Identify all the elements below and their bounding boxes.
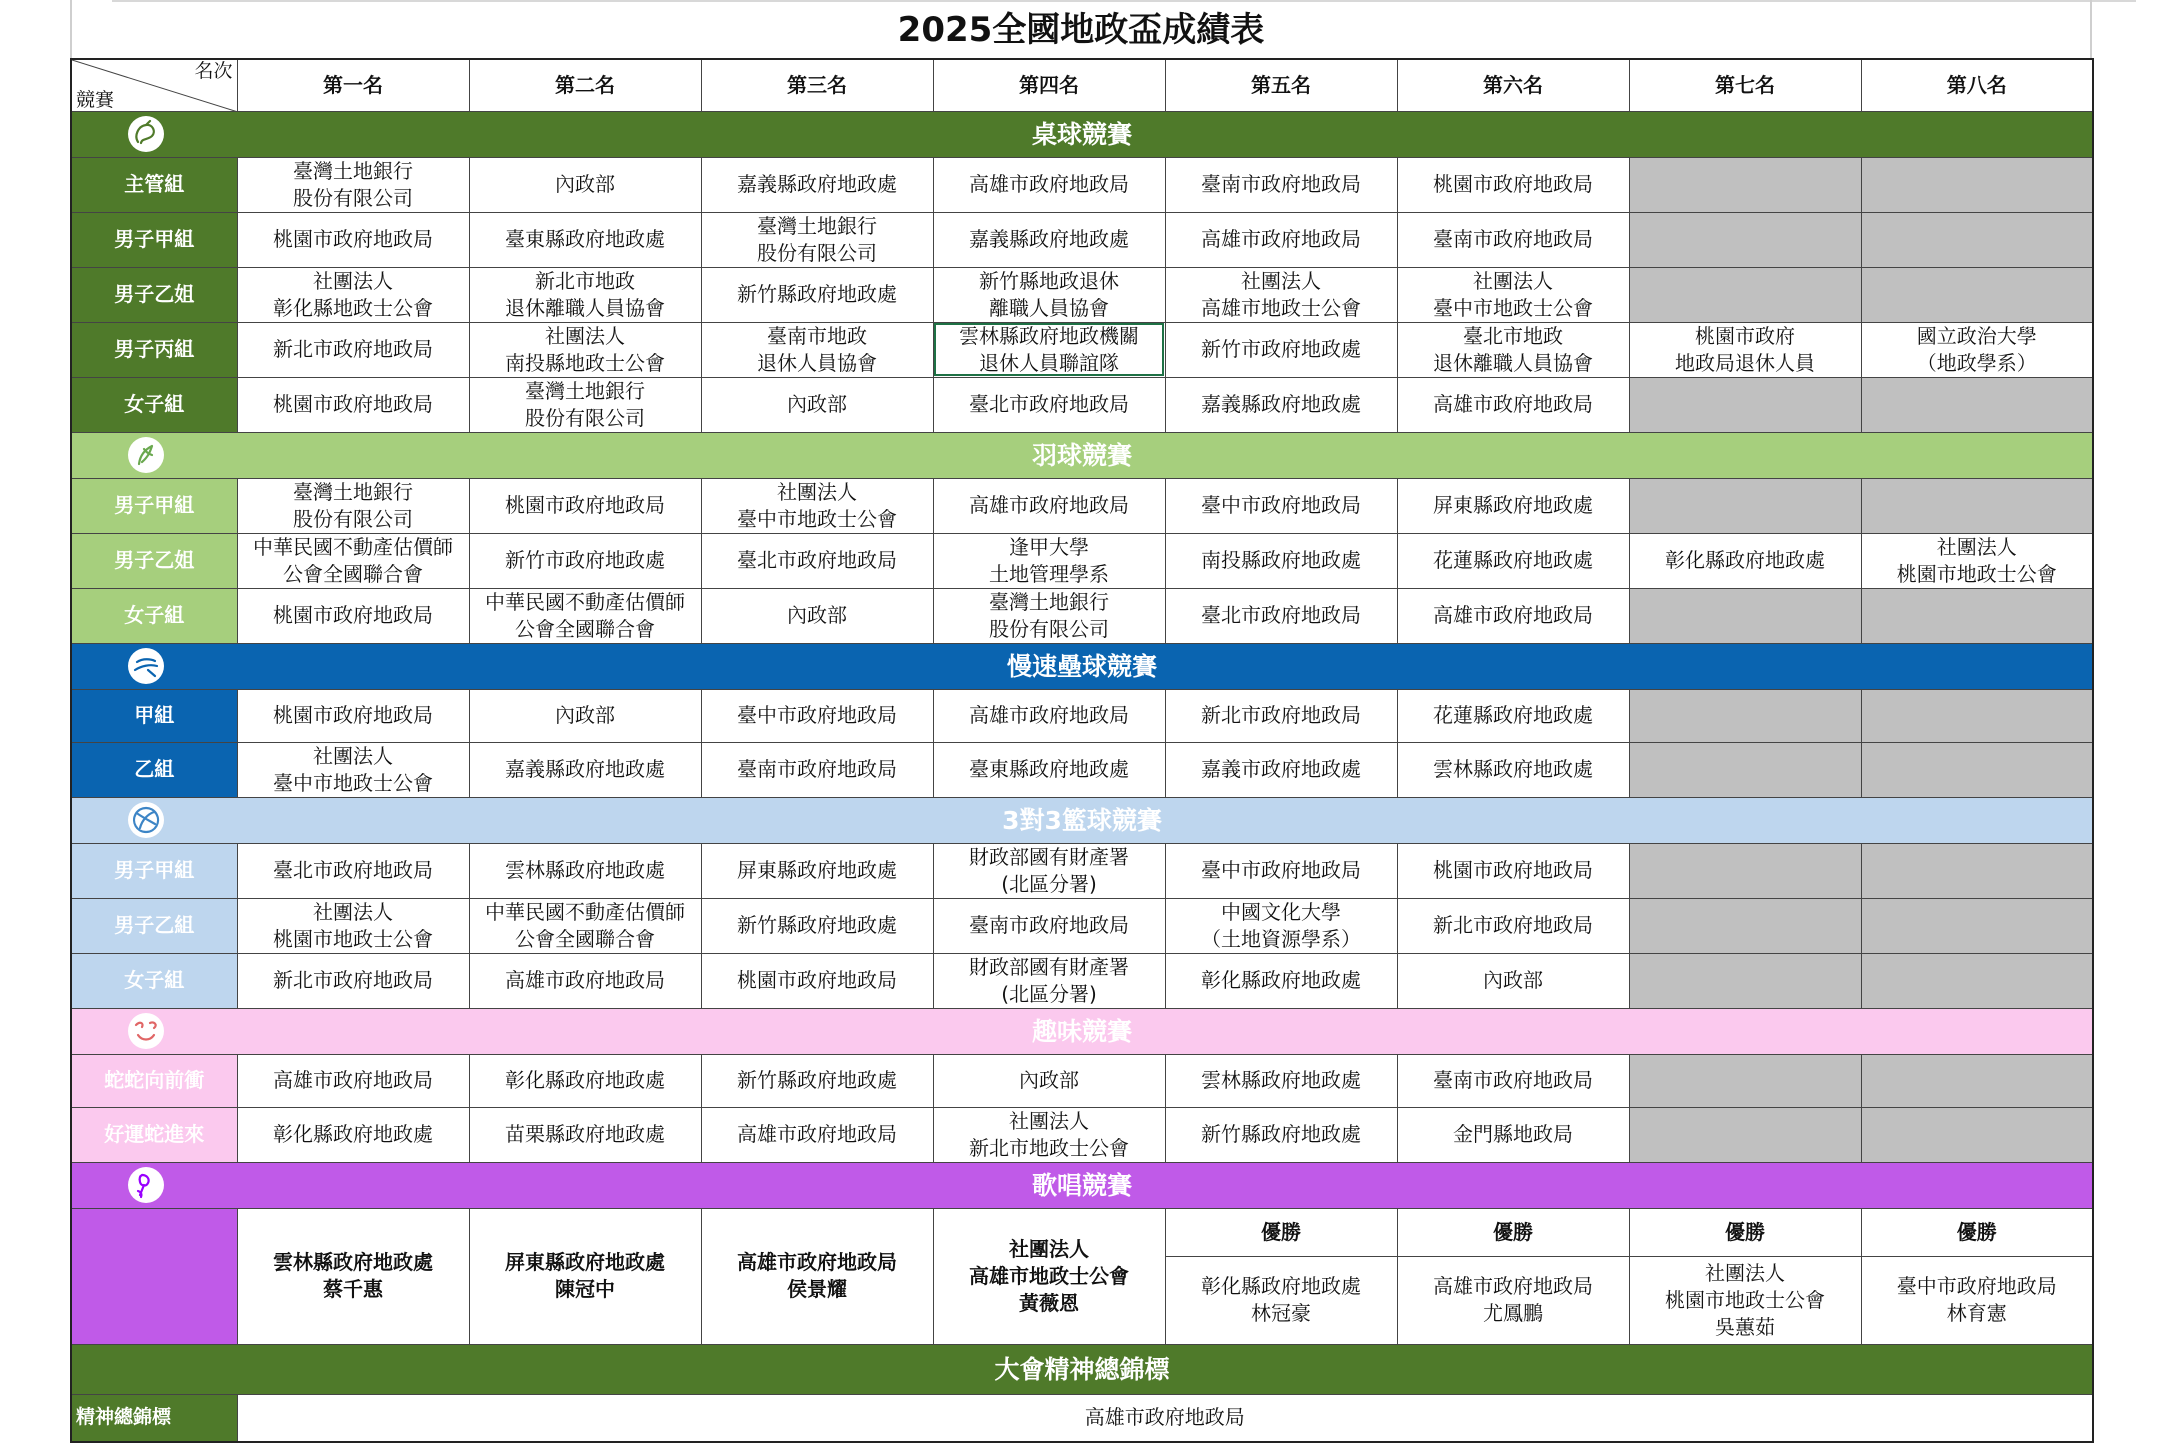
rank-5-cell: 臺中市政府地政局 xyxy=(1165,478,1397,533)
rank-2-cell: 社團法人 南投縣地政士公會 xyxy=(469,322,701,377)
section-title-cell xyxy=(71,643,2093,689)
rank-3-cell: 內政部 xyxy=(701,377,933,432)
empty-rank-cell xyxy=(1629,157,1861,212)
rank-5-cell: 嘉義市政府地政處 xyxy=(1165,742,1397,797)
rank-4-cell: 財政部國有財產署 (北區分署) xyxy=(933,953,1165,1008)
merit-label: 優勝 xyxy=(1629,1208,1861,1256)
singing-rank-3-cell: 高雄市政府地政局 侯景耀 xyxy=(701,1208,933,1344)
rank-1-cell: 中華民國不動產估價師 公會全國聯合會 xyxy=(237,533,469,588)
group-label: 女子組 xyxy=(71,377,237,432)
rank-8-cell: 國立政治大學 （地政學系） xyxy=(1861,322,2093,377)
section-title-cell xyxy=(71,797,2093,843)
rank-6-cell: 桃園市政府地政局 xyxy=(1397,157,1629,212)
rank-3-cell: 內政部 xyxy=(701,588,933,643)
badminton-icon xyxy=(128,437,164,473)
result-row xyxy=(71,953,2093,1008)
singing-rank-2-cell: 屏東縣政府地政處 陳冠中 xyxy=(469,1208,701,1344)
result-row xyxy=(71,689,2093,742)
section-header-singing xyxy=(71,1162,2093,1208)
section-title: 桌球競賽 xyxy=(1031,119,1132,149)
rank-1-cell: 社團法人 桃園市地政士公會 xyxy=(237,898,469,953)
empty-rank-cell xyxy=(1861,212,2093,267)
rank-3-cell: 嘉義縣政府地政處 xyxy=(701,157,933,212)
merit-label: 優勝 xyxy=(1397,1208,1629,1256)
section-title-cell xyxy=(71,432,2093,478)
group-label: 蛇蛇向前衝 xyxy=(71,1054,237,1107)
empty-rank-cell xyxy=(1861,843,2093,898)
rank-4-cell: 逢甲大學 土地管理學系 xyxy=(933,533,1165,588)
result-row xyxy=(71,212,2093,267)
rank-5-cell: 南投縣政府地政處 xyxy=(1165,533,1397,588)
rank-header-8: 第八名 xyxy=(1861,59,2093,111)
rank-2-cell: 中華民國不動產估價師 公會全國聯合會 xyxy=(469,898,701,953)
merit-3-cell: 社團法人 桃園市地政士公會 吳蕙茹 xyxy=(1629,1256,1861,1344)
results-body xyxy=(71,59,2093,1442)
rank-2-cell: 苗栗縣政府地政處 xyxy=(469,1107,701,1162)
group-label: 女子組 xyxy=(71,953,237,1008)
result-row xyxy=(71,322,2093,377)
rank-1-cell: 新北市政府地政局 xyxy=(237,322,469,377)
rank-7-cell: 彰化縣政府地政處 xyxy=(1629,533,1861,588)
singing-side-cell xyxy=(71,1208,237,1344)
section-header-basketball xyxy=(71,797,2093,843)
rank-4-cell: 嘉義縣政府地政處 xyxy=(933,212,1165,267)
rank-2-cell: 雲林縣政府地政處 xyxy=(469,843,701,898)
rank-3-cell: 高雄市政府地政局 xyxy=(701,1107,933,1162)
rank-6-cell: 花蓮縣政府地政處 xyxy=(1397,689,1629,742)
empty-rank-cell xyxy=(1861,267,2093,322)
empty-rank-cell xyxy=(1629,212,1861,267)
page-title: 2025全國地政盃成績表 xyxy=(897,10,1265,50)
rank-header-4: 第四名 xyxy=(933,59,1165,111)
section-title: 慢速壘球競賽 xyxy=(1006,651,1157,681)
section-header-fun xyxy=(71,1008,2093,1054)
table-tennis-icon xyxy=(128,116,164,152)
empty-rank-cell xyxy=(1861,898,2093,953)
rank-6-cell: 高雄市政府地政局 xyxy=(1397,377,1629,432)
group-label: 甲組 xyxy=(71,689,237,742)
empty-rank-cell xyxy=(1629,689,1861,742)
rank-4-cell: 雲林縣政府地政機關 退休人員聯誼隊 xyxy=(933,322,1165,377)
top-rule xyxy=(112,0,2136,2)
rank-3-cell: 新竹縣政府地政處 xyxy=(701,267,933,322)
empty-rank-cell xyxy=(1629,1107,1861,1162)
rank-3-cell: 新竹縣政府地政處 xyxy=(701,1054,933,1107)
empty-rank-cell xyxy=(1861,1107,2093,1162)
section-title-cell xyxy=(71,111,2093,157)
result-row xyxy=(71,588,2093,643)
empty-rank-cell xyxy=(1629,742,1861,797)
rank-1-cell: 高雄市政府地政局 xyxy=(237,1054,469,1107)
rank-4-cell: 財政部國有財產署 (北區分署) xyxy=(933,843,1165,898)
corner-event-label: 競賽 xyxy=(76,88,115,111)
result-row xyxy=(71,533,2093,588)
rank-6-cell: 雲林縣政府地政處 xyxy=(1397,742,1629,797)
rank-1-cell: 社團法人 彰化縣地政士公會 xyxy=(237,267,469,322)
rank-4-cell: 臺北市政府地政局 xyxy=(933,377,1165,432)
rank-4-cell: 臺南市政府地政局 xyxy=(933,898,1165,953)
result-row xyxy=(71,478,2093,533)
rank-3-cell: 臺灣土地銀行 股份有限公司 xyxy=(701,212,933,267)
section-header-spirit xyxy=(71,1344,2093,1394)
empty-rank-cell xyxy=(1629,478,1861,533)
rank-6-cell: 新北市政府地政局 xyxy=(1397,898,1629,953)
rank-6-cell: 屏東縣政府地政處 xyxy=(1397,478,1629,533)
rank-4-cell: 社團法人 新北市地政士公會 xyxy=(933,1107,1165,1162)
spirit-winner: 高雄市政府地政局 xyxy=(237,1394,2093,1442)
rank-3-cell: 臺南市地政 退休人員協會 xyxy=(701,322,933,377)
rank-1-cell: 彰化縣政府地政處 xyxy=(237,1107,469,1162)
rank-4-cell: 臺灣土地銀行 股份有限公司 xyxy=(933,588,1165,643)
rank-header-2: 第二名 xyxy=(469,59,701,111)
rank-3-cell: 臺中市政府地政局 xyxy=(701,689,933,742)
rank-5-cell: 社團法人 高雄市地政士公會 xyxy=(1165,267,1397,322)
rank-6-cell: 臺南市政府地政局 xyxy=(1397,212,1629,267)
empty-rank-cell xyxy=(1629,588,1861,643)
empty-rank-cell xyxy=(1861,377,2093,432)
rank-5-cell: 中國文化大學 （土地資源學系） xyxy=(1165,898,1397,953)
section-header-badminton xyxy=(71,432,2093,478)
rank-5-cell: 彰化縣政府地政處 xyxy=(1165,953,1397,1008)
rank-header-row xyxy=(71,59,2093,111)
rank-5-cell: 新竹市政府地政處 xyxy=(1165,322,1397,377)
empty-rank-cell xyxy=(1861,689,2093,742)
rank-3-cell: 臺南市政府地政局 xyxy=(701,742,933,797)
group-label: 男子乙組 xyxy=(71,898,237,953)
empty-rank-cell xyxy=(1629,843,1861,898)
empty-rank-cell xyxy=(1861,742,2093,797)
rank-1-cell: 桃園市政府地政局 xyxy=(237,588,469,643)
rank-3-cell: 屏東縣政府地政處 xyxy=(701,843,933,898)
empty-rank-cell xyxy=(1861,953,2093,1008)
rank-5-cell: 嘉義縣政府地政處 xyxy=(1165,377,1397,432)
section-title: 羽球競賽 xyxy=(1031,440,1132,470)
rank-6-cell: 臺北市地政 退休離職人員協會 xyxy=(1397,322,1629,377)
rank-4-cell: 臺東縣政府地政處 xyxy=(933,742,1165,797)
rank-header-7: 第七名 xyxy=(1629,59,1861,111)
rank-8-cell: 社團法人 桃園市地政士公會 xyxy=(1861,533,2093,588)
rank-3-cell: 社團法人 臺中市地政士公會 xyxy=(701,478,933,533)
empty-rank-cell xyxy=(1861,588,2093,643)
result-row xyxy=(71,1054,2093,1107)
result-row xyxy=(71,898,2093,953)
rank-4-cell: 高雄市政府地政局 xyxy=(933,689,1165,742)
singing-rank-1-cell: 雲林縣政府地政處 蔡千惠 xyxy=(237,1208,469,1344)
result-row xyxy=(71,377,2093,432)
rank-5-cell: 雲林縣政府地政處 xyxy=(1165,1054,1397,1107)
section-title: 歌唱競賽 xyxy=(1031,1170,1132,1200)
rank-6-cell: 桃園市政府地政局 xyxy=(1397,843,1629,898)
rank-6-cell: 社團法人 臺中市地政士公會 xyxy=(1397,267,1629,322)
empty-rank-cell xyxy=(1861,1054,2093,1107)
merit-1-cell: 彰化縣政府地政處 林冠豪 xyxy=(1165,1256,1397,1344)
singing-row-top xyxy=(71,1208,2093,1256)
rank-2-cell: 臺東縣政府地政處 xyxy=(469,212,701,267)
section-header-softball xyxy=(71,643,2093,689)
rank-5-cell: 新北市政府地政局 xyxy=(1165,689,1397,742)
result-row xyxy=(71,1107,2093,1162)
softball-icon xyxy=(128,648,164,684)
rank-5-cell: 高雄市政府地政局 xyxy=(1165,212,1397,267)
rank-1-cell: 臺灣土地銀行 股份有限公司 xyxy=(237,157,469,212)
group-label: 男子丙組 xyxy=(71,322,237,377)
result-row xyxy=(71,742,2093,797)
section-title: 大會精神總錦標 xyxy=(71,1344,2093,1394)
empty-rank-cell xyxy=(1629,898,1861,953)
rank-4-cell: 內政部 xyxy=(933,1054,1165,1107)
rank-header-6: 第六名 xyxy=(1397,59,1629,111)
group-label: 女子組 xyxy=(71,588,237,643)
rank-header-1: 第一名 xyxy=(237,59,469,111)
result-row xyxy=(71,267,2093,322)
rank-2-cell: 桃園市政府地政局 xyxy=(469,478,701,533)
group-label: 男子乙姐 xyxy=(71,533,237,588)
rank-header-3: 第三名 xyxy=(701,59,933,111)
result-row xyxy=(71,843,2093,898)
merit-label: 優勝 xyxy=(1165,1208,1397,1256)
rank-6-cell: 金門縣地政局 xyxy=(1397,1107,1629,1162)
rank-1-cell: 新北市政府地政局 xyxy=(237,953,469,1008)
results-table xyxy=(70,58,2094,1443)
rank-2-cell: 彰化縣政府地政處 xyxy=(469,1054,701,1107)
rank-2-cell: 中華民國不動產估價師 公會全國聯合會 xyxy=(469,588,701,643)
group-label: 好運蛇進來 xyxy=(71,1107,237,1162)
empty-rank-cell xyxy=(1629,1054,1861,1107)
rank-4-cell: 高雄市政府地政局 xyxy=(933,157,1165,212)
rank-2-cell: 新竹市政府地政處 xyxy=(469,533,701,588)
empty-rank-cell xyxy=(1861,478,2093,533)
rank-1-cell: 臺北市政府地政局 xyxy=(237,843,469,898)
section-title: 3對3籃球競賽 xyxy=(1002,805,1162,835)
group-label: 主管組 xyxy=(71,157,237,212)
rank-2-cell: 高雄市政府地政局 xyxy=(469,953,701,1008)
header-corner xyxy=(71,59,237,111)
rank-header-5: 第五名 xyxy=(1165,59,1397,111)
rank-6-cell: 內政部 xyxy=(1397,953,1629,1008)
rank-1-cell: 桃園市政府地政局 xyxy=(237,689,469,742)
rank-2-cell: 新北市地政 退休離職人員協會 xyxy=(469,267,701,322)
rank-2-cell: 內政部 xyxy=(469,157,701,212)
rank-7-cell: 桃園市政府 地政局退休人員 xyxy=(1629,322,1861,377)
merit-label: 優勝 xyxy=(1861,1208,2093,1256)
group-label: 乙組 xyxy=(71,742,237,797)
rank-6-cell: 臺南市政府地政局 xyxy=(1397,1054,1629,1107)
rank-4-cell: 高雄市政府地政局 xyxy=(933,478,1165,533)
spirit-row xyxy=(71,1394,2093,1442)
empty-rank-cell xyxy=(1629,953,1861,1008)
rank-6-cell: 花蓮縣政府地政處 xyxy=(1397,533,1629,588)
rank-3-cell: 桃園市政府地政局 xyxy=(701,953,933,1008)
rank-6-cell: 高雄市政府地政局 xyxy=(1397,588,1629,643)
rank-3-cell: 臺北市政府地政局 xyxy=(701,533,933,588)
section-title-cell xyxy=(71,1162,2093,1208)
empty-rank-cell xyxy=(1629,377,1861,432)
rank-2-cell: 臺灣土地銀行 股份有限公司 xyxy=(469,377,701,432)
rank-4-cell: 新竹縣地政退休 離職人員協會 xyxy=(933,267,1165,322)
merit-4-cell: 臺中市政府地政局 林育憲 xyxy=(1861,1256,2093,1344)
spirit-label: 精神總錦標 xyxy=(71,1394,237,1442)
result-row xyxy=(71,157,2093,212)
section-title-cell xyxy=(71,1008,2093,1054)
empty-rank-cell xyxy=(1629,267,1861,322)
group-label: 男子甲組 xyxy=(71,843,237,898)
rank-5-cell: 臺南市政府地政局 xyxy=(1165,157,1397,212)
merit-2-cell: 高雄市政府地政局 尤鳳鵬 xyxy=(1397,1256,1629,1344)
rank-5-cell: 臺中市政府地政局 xyxy=(1165,843,1397,898)
singing-rank-4-cell: 社團法人 高雄市地政士公會 黃薇恩 xyxy=(933,1208,1165,1344)
empty-rank-cell xyxy=(1861,157,2093,212)
section-title: 趣味競賽 xyxy=(1031,1016,1132,1046)
rank-5-cell: 臺北市政府地政局 xyxy=(1165,588,1397,643)
group-label: 男子乙姐 xyxy=(71,267,237,322)
group-label: 男子甲組 xyxy=(71,478,237,533)
microphone-icon xyxy=(128,1167,164,1203)
rank-1-cell: 桃園市政府地政局 xyxy=(237,212,469,267)
rank-2-cell: 嘉義縣政府地政處 xyxy=(469,742,701,797)
rank-3-cell: 新竹縣政府地政處 xyxy=(701,898,933,953)
rank-1-cell: 桃園市政府地政局 xyxy=(237,377,469,432)
section-header-table-tennis xyxy=(71,111,2093,157)
rank-5-cell: 新竹縣政府地政處 xyxy=(1165,1107,1397,1162)
corner-rank-label: 名次 xyxy=(194,60,233,82)
group-label: 男子甲組 xyxy=(71,212,237,267)
fun-icon xyxy=(128,1013,164,1049)
rank-1-cell: 社團法人 臺中市地政士公會 xyxy=(237,742,469,797)
rank-1-cell: 臺灣土地銀行 股份有限公司 xyxy=(237,478,469,533)
basketball-icon xyxy=(128,802,164,838)
rank-2-cell: 內政部 xyxy=(469,689,701,742)
